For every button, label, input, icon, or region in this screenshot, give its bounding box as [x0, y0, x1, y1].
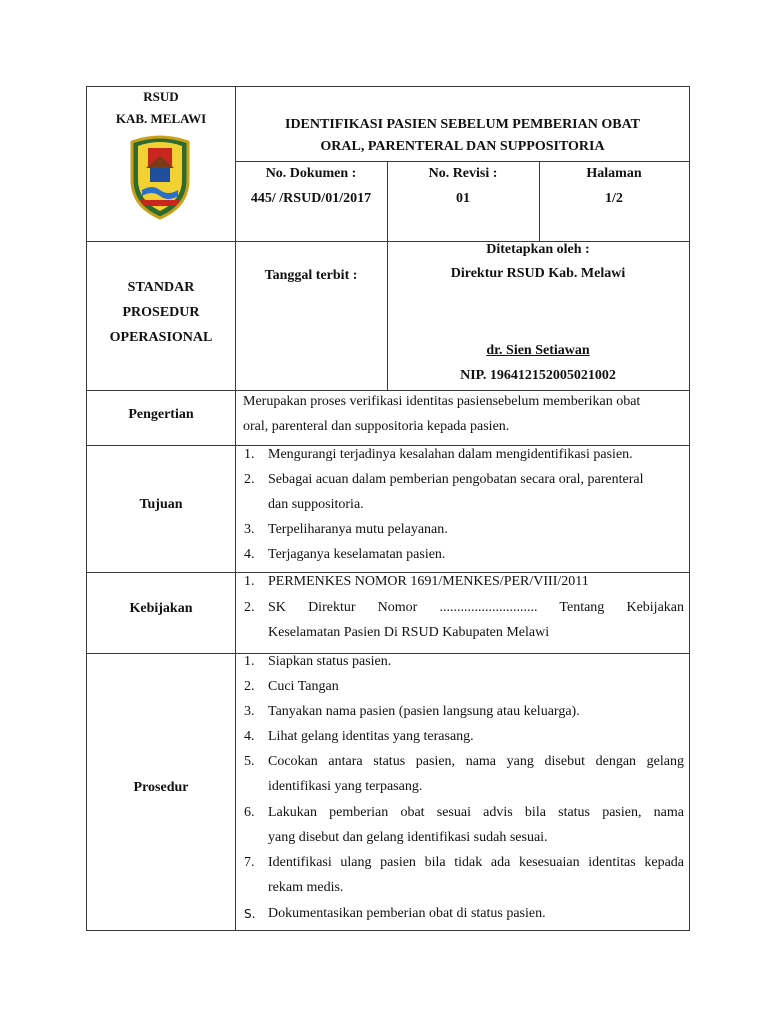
pengertian-line2: oral, parenteral dan suppositoria kepada pasien. [243, 419, 510, 434]
doc-title-line1: IDENTIFIKASI PASIEN SEBELUM PEMBERIAN OBAT [285, 117, 640, 132]
director-nip: NIP. 196412152005021002 [460, 368, 616, 383]
list-item-number: 6. [244, 805, 255, 820]
list-item-continuation: yang disebut dan gelang identifikasi sudah sesuai. [268, 830, 548, 845]
kebijakan-label: Kebijakan [129, 601, 193, 616]
emblem-ribbon [140, 200, 180, 206]
list-item-number: S. [244, 907, 256, 921]
list-item-continuation: Keselamatan Pasien Di RSUD Kabupaten Melawi [268, 625, 550, 640]
org-line1: RSUD [143, 89, 179, 104]
doc-no-label: No. Dokumen : [265, 166, 357, 181]
list-item: Cocokan antara status pasien, nama yang disebut dengan gelang [268, 754, 684, 769]
pengertian-label: Pengertian [128, 407, 194, 422]
melawi-emblem-logo [128, 134, 192, 220]
director-name: dr. Sien Setiawan [486, 343, 590, 358]
org-line2: KAB. MELAWI [115, 111, 207, 126]
list-item-number: 1. [244, 447, 255, 462]
list-item: SK Direktur Nomor ............................ Tentang Kebijakan [268, 600, 684, 615]
page-label: Halaman [586, 166, 642, 181]
title-divider [235, 161, 690, 162]
list-item: Siapkan status pasien. [268, 654, 392, 669]
list-item-continuation: rekam medis. [268, 880, 344, 895]
sop-line3: OPERASIONAL [109, 330, 213, 345]
emblem-house-body [150, 168, 170, 182]
list-item: Sebagai acuan dalam pemberian pengobatan secara oral, parenteral [268, 472, 644, 487]
list-item-continuation: dan suppositoria. [268, 497, 364, 512]
established-by: Ditetapkan oleh : [486, 242, 590, 257]
list-item-number: 1. [244, 654, 255, 669]
list-item-number: 7. [244, 855, 255, 870]
list-item-number: 2. [244, 679, 255, 694]
list-item: Identifikasi ulang pasien bila tidak ada kesesuaian identitas kepada [268, 855, 684, 870]
page-value: 1/2 [605, 191, 623, 206]
list-item-number: 1. [244, 574, 255, 589]
list-item: PERMENKES NOMOR 1691/MENKES/PER/VIII/2011 [268, 574, 589, 589]
list-item: Lakukan pemberian obat sesuai advis bila status pasien, nama [268, 805, 684, 820]
table-border-bottom [86, 930, 690, 931]
list-item-number: 4. [244, 547, 255, 562]
prosedur-label: Prosedur [133, 780, 189, 795]
revision-value: 01 [456, 191, 470, 206]
list-item-number: 2. [244, 472, 255, 487]
list-item: Terpeliharanya mutu pelayanan. [268, 522, 448, 537]
list-item: Lihat gelang identitas yang terasang. [268, 729, 474, 744]
sop-line1: STANDAR [127, 280, 195, 295]
doc-title-line2: ORAL, PARENTERAL DAN SUPPOSITORIA [320, 139, 605, 154]
list-item: Dokumentasikan pemberian obat di status pasien. [268, 906, 546, 921]
tujuan-label: Tujuan [139, 497, 183, 512]
list-item-number: 3. [244, 704, 255, 719]
list-item-number: 5. [244, 754, 255, 769]
list-item-number: 4. [244, 729, 255, 744]
row-separator-sop [86, 390, 690, 391]
list-item: Terjaganya keselamatan pasien. [268, 547, 446, 562]
revision-label: No. Revisi : [428, 166, 498, 181]
table-border-right [689, 86, 690, 931]
director-title: Direktur RSUD Kab. Melawi [450, 266, 626, 281]
sop-line2: PROSEDUR [122, 305, 200, 320]
list-item: Tanyakan nama pasien (pasien langsung atau keluarga). [268, 704, 580, 719]
list-item-number: 2. [244, 600, 255, 615]
doc-no-value: 445/ /RSUD/01/2017 [250, 191, 372, 206]
list-item: Cuci Tangan [268, 679, 339, 694]
issue-date-label: Tanggal terbit : [264, 268, 358, 283]
table-border-top [86, 86, 690, 87]
list-item-continuation: identifikasi yang terpasang. [268, 779, 423, 794]
list-item-number: 3. [244, 522, 255, 537]
list-item: Mengurangi terjadinya kesalahan dalam mengidentifikasi pasien. [268, 447, 633, 462]
pengertian-line1: Merupakan proses verifikasi identitas pasiensebelum memberikan obat [243, 394, 641, 409]
